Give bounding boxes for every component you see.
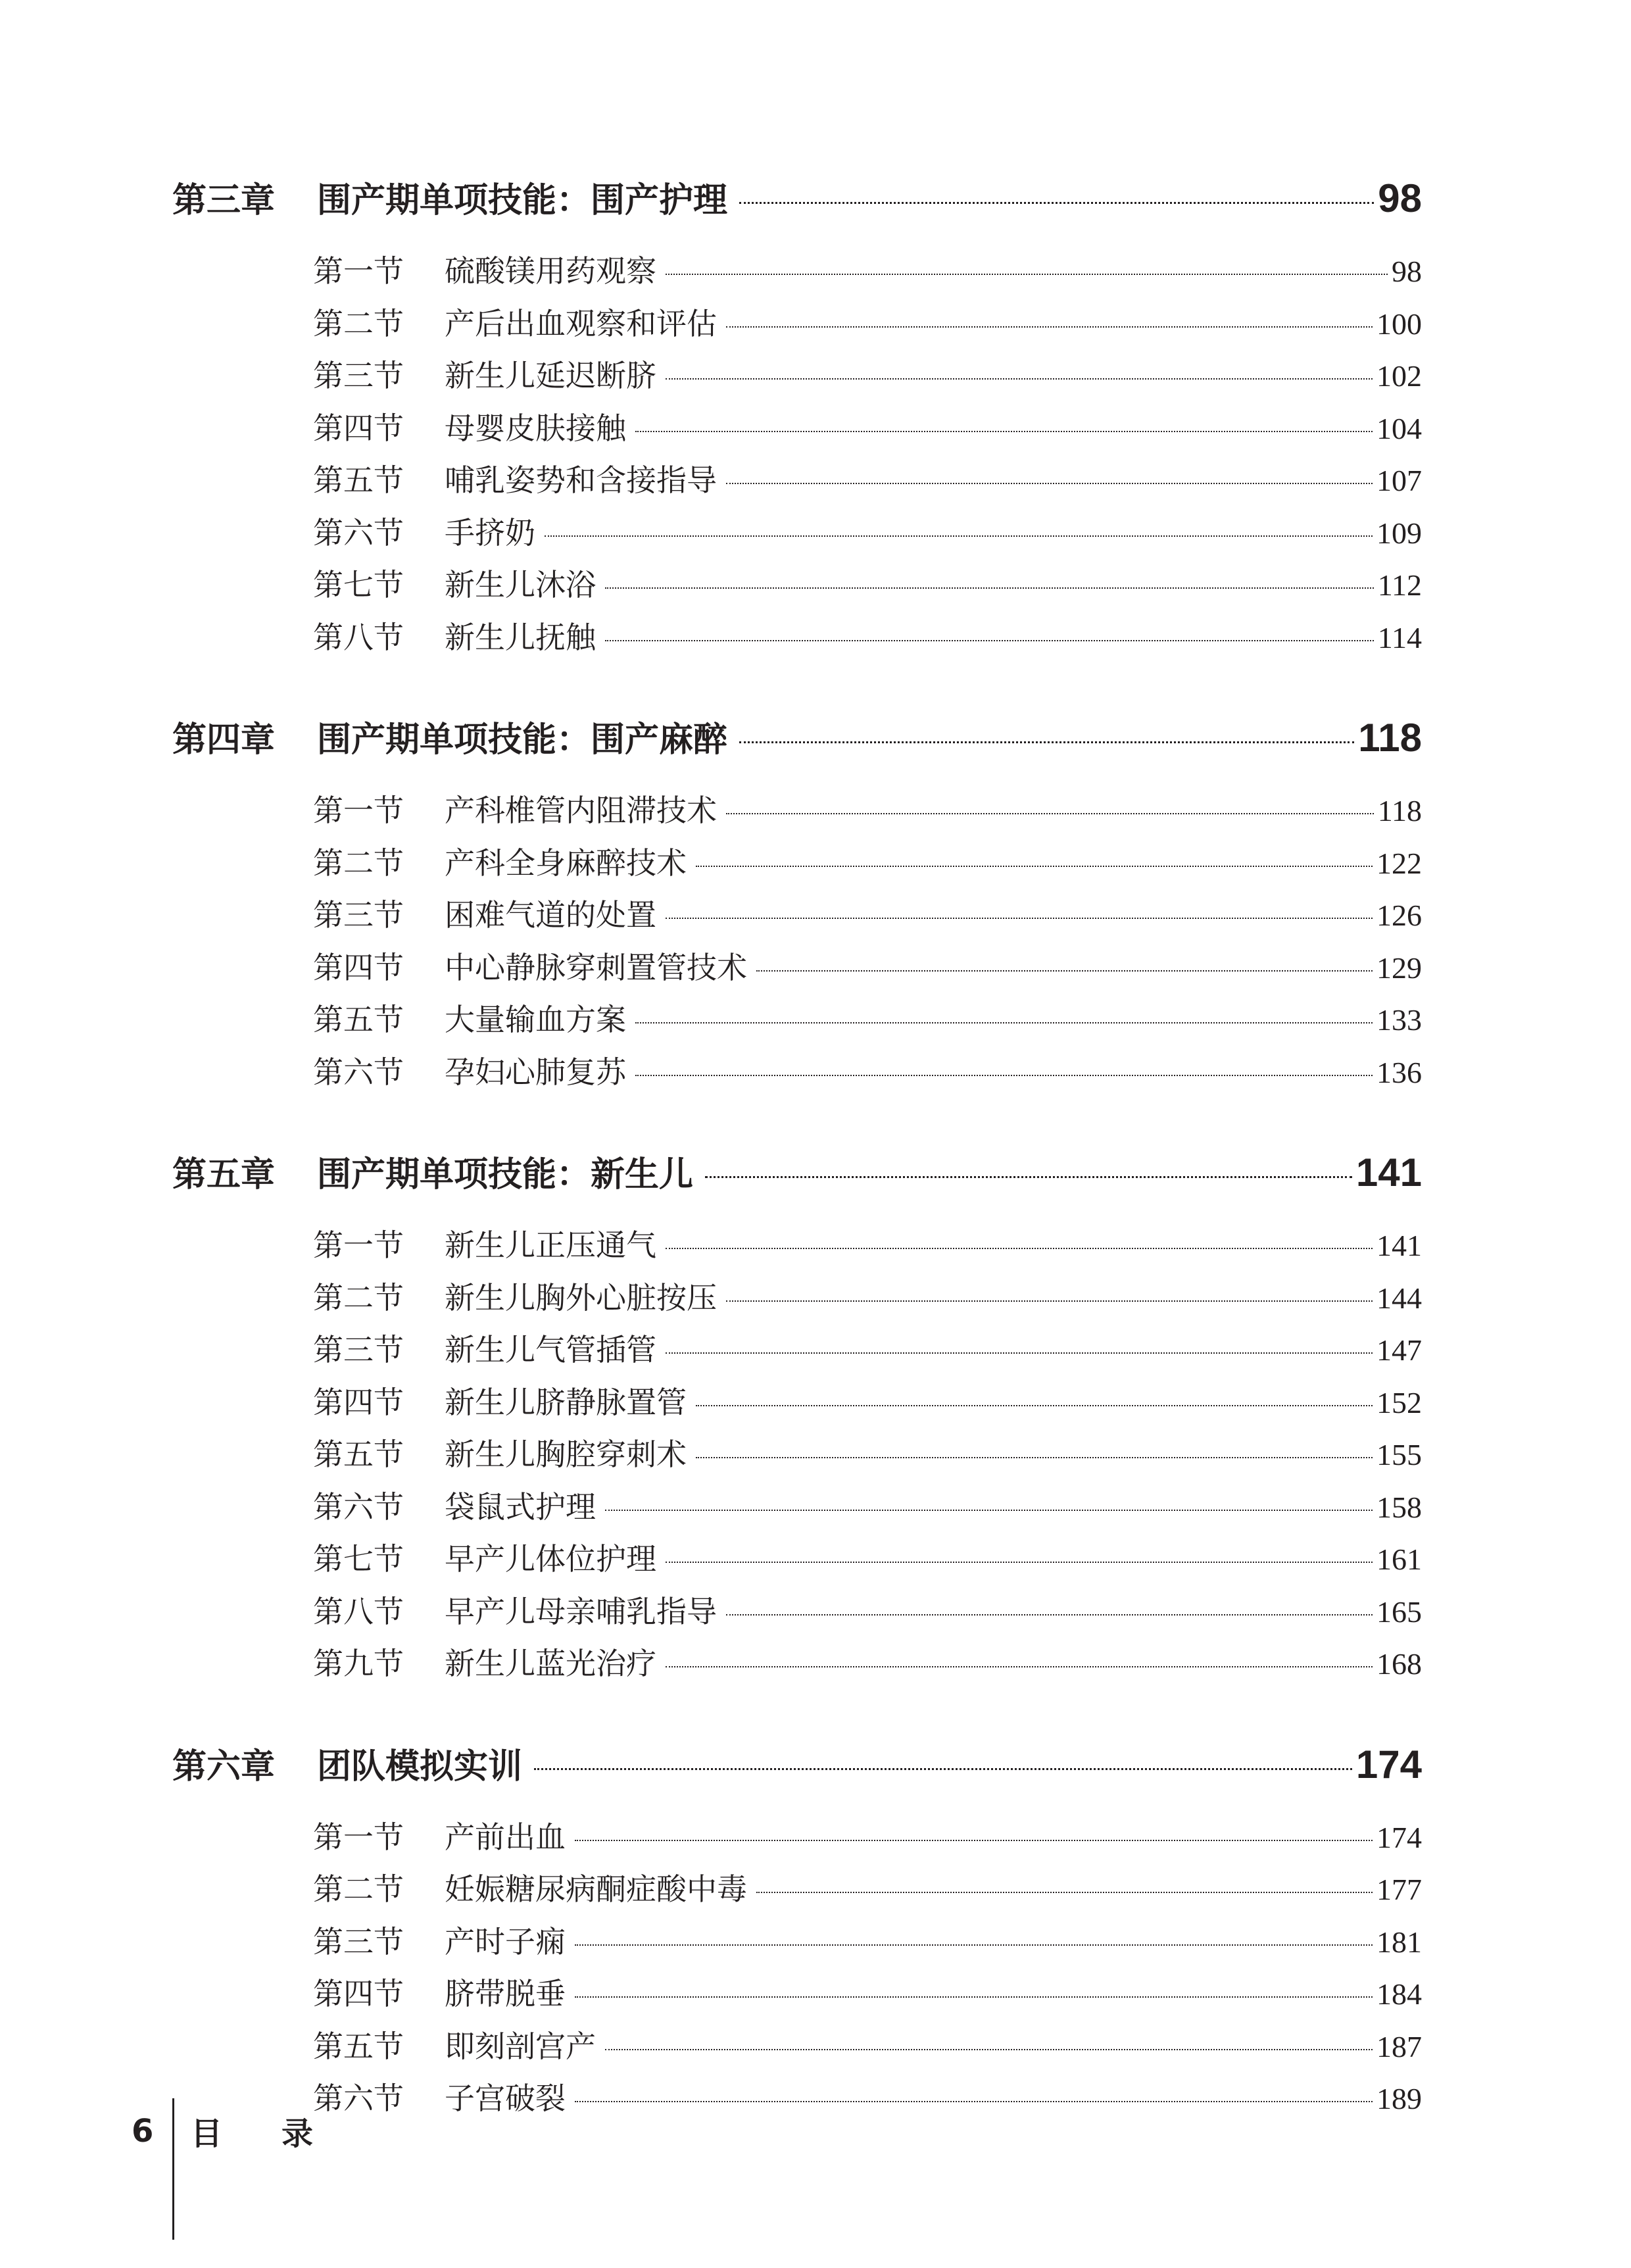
section-number: 第八节 [313, 619, 404, 655]
section-entry[interactable] [172, 891, 1422, 944]
section-title: 大量输血方案 [445, 1002, 626, 1037]
footer-divider [172, 2098, 174, 2240]
section-page-number: 114 [1377, 620, 1422, 654]
dot-leader [605, 2049, 1373, 2050]
section-title: 产科全身麻醉技术 [445, 845, 687, 881]
section-title: 新生儿抚触 [445, 619, 596, 655]
section-page-number: 168 [1376, 1647, 1422, 1681]
section-entry[interactable] [172, 1431, 1422, 1483]
dot-leader [666, 1562, 1373, 1563]
toc-chapter [172, 172, 1422, 666]
section-title: 妊娠糖尿病酮症酸中毒 [445, 1871, 747, 1907]
section-entry[interactable] [172, 1970, 1422, 2023]
dot-leader [739, 202, 1374, 204]
toc-chapter [172, 1738, 1422, 2127]
dot-leader [739, 741, 1354, 743]
section-title: 早产儿母亲哺乳指导 [445, 1593, 717, 1629]
chapter-title: 围产期单项技能：围产麻醉 [317, 720, 728, 760]
section-title: 中心静脉穿刺置管技术 [445, 949, 747, 985]
section-entry[interactable] [172, 456, 1422, 509]
section-page-number: 133 [1376, 1003, 1422, 1037]
section-number: 第三节 [313, 1332, 404, 1368]
dot-leader [696, 866, 1373, 867]
dot-leader [726, 326, 1373, 328]
section-entry[interactable] [172, 1483, 1422, 1536]
dot-leader [756, 970, 1373, 972]
section-number: 第六节 [313, 514, 404, 551]
section-entry[interactable] [172, 1640, 1422, 1692]
section-number: 第四节 [313, 1384, 404, 1420]
page-number: 6 [132, 2113, 154, 2150]
chapter-entry[interactable] [172, 1738, 1422, 1811]
section-page-number: 141 [1376, 1229, 1422, 1262]
section-number: 第五节 [313, 1002, 404, 1037]
section-title: 产时子痫 [445, 1923, 566, 1960]
dot-leader [605, 1510, 1373, 1511]
dot-leader [726, 1614, 1373, 1615]
dot-leader [666, 1248, 1373, 1249]
dot-leader [726, 483, 1373, 484]
section-number: 第七节 [313, 567, 404, 603]
section-number: 第八节 [313, 1593, 404, 1629]
chapter-title: 围产期单项技能：新生儿 [317, 1155, 694, 1195]
section-entry[interactable] [172, 1588, 1422, 1640]
section-page-number: 189 [1376, 2082, 1422, 2115]
section-number: 第二节 [313, 845, 404, 881]
section-number: 第五节 [313, 2028, 404, 2064]
toc-chapter [172, 712, 1422, 1100]
section-title: 产科椎管内阻滞技术 [445, 793, 717, 828]
section-entry[interactable] [172, 1379, 1422, 1431]
section-number: 第三节 [313, 1923, 404, 1960]
section-page-number: 98 [1392, 255, 1422, 288]
section-title: 袋鼠式护理 [445, 1489, 596, 1525]
dot-leader [635, 1022, 1373, 1023]
dot-leader [696, 1457, 1373, 1458]
chapter-number: 第三章 [172, 181, 276, 220]
section-title: 即刻剖宫产 [445, 2028, 596, 2064]
section-number: 第二节 [313, 1871, 404, 1907]
section-page-number: 100 [1376, 307, 1422, 341]
dot-leader [705, 1176, 1352, 1178]
section-number: 第六节 [313, 2081, 404, 2116]
dot-leader [726, 1300, 1373, 1302]
section-number: 第九节 [313, 1646, 404, 1681]
section-title: 产后出血观察和评估 [445, 305, 717, 341]
dot-leader [635, 1075, 1373, 1076]
section-number: 第六节 [313, 1054, 404, 1090]
section-title: 硫酸镁用药观察 [445, 253, 656, 289]
section-title: 新生儿胸外心脏按压 [445, 1279, 717, 1316]
section-title: 手挤奶 [445, 514, 535, 551]
section-entry[interactable] [172, 839, 1422, 892]
section-number: 第一节 [313, 1819, 404, 1855]
section-number: 第四节 [313, 949, 404, 985]
dot-leader [666, 918, 1373, 919]
section-entry[interactable] [172, 300, 1422, 353]
section-entry[interactable] [172, 561, 1422, 614]
section-number: 第五节 [313, 1437, 404, 1472]
section-number: 第三节 [313, 897, 404, 933]
section-number: 第五节 [313, 462, 404, 498]
section-number: 第四节 [313, 1976, 404, 2011]
page-footer [132, 2102, 171, 2161]
section-page-number: 161 [1376, 1542, 1422, 1576]
section-number: 第六节 [313, 1489, 404, 1525]
section-entry[interactable] [172, 944, 1422, 997]
section-page-number: 177 [1376, 1873, 1422, 1906]
dot-leader [575, 2101, 1373, 2102]
section-number: 第二节 [313, 305, 404, 341]
section-page-number: 174 [1376, 1820, 1422, 1854]
chapter-entry[interactable] [172, 712, 1422, 784]
dot-leader [545, 535, 1373, 537]
section-title: 新生儿延迟断脐 [445, 358, 656, 393]
section-page-number: 144 [1376, 1281, 1422, 1315]
section-entry[interactable] [172, 405, 1422, 457]
dot-leader [666, 274, 1388, 275]
section-number: 第二节 [313, 1279, 404, 1316]
section-title: 子宫破裂 [445, 2081, 566, 2116]
dot-leader [696, 1405, 1373, 1406]
section-page-number: 147 [1376, 1333, 1422, 1367]
section-title: 新生儿沐浴 [445, 567, 596, 603]
chapter-page-number: 98 [1378, 176, 1422, 220]
section-page-number: 102 [1376, 359, 1422, 393]
dot-leader [534, 1768, 1352, 1770]
dot-leader [575, 1840, 1373, 1841]
section-entry[interactable] [172, 1326, 1422, 1379]
section-page-number: 129 [1376, 950, 1422, 985]
section-title: 哺乳姿势和含接指导 [445, 462, 717, 498]
section-number: 第一节 [313, 1227, 404, 1263]
section-title: 早产儿体位护理 [445, 1541, 656, 1577]
section-title: 困难气道的处置 [445, 897, 656, 933]
section-page-number: 181 [1376, 1925, 1422, 1959]
section-entry[interactable] [172, 1274, 1422, 1327]
section-page-number: 187 [1376, 2029, 1422, 2063]
dot-leader [666, 1666, 1373, 1667]
chapter-entry[interactable] [172, 1146, 1422, 1219]
section-number: 第三节 [313, 358, 404, 393]
dot-leader [605, 640, 1374, 641]
section-number: 第一节 [313, 793, 404, 828]
section-entry[interactable] [172, 1918, 1422, 1971]
chapter-page-number: 118 [1358, 716, 1422, 760]
section-title: 新生儿蓝光治疗 [445, 1646, 656, 1681]
section-entry[interactable] [172, 1048, 1422, 1101]
dot-leader [635, 431, 1373, 432]
section-entry[interactable] [172, 614, 1422, 666]
dot-leader [666, 378, 1373, 380]
chapter-title: 围产期单项技能：围产护理 [317, 181, 728, 220]
section-entry[interactable] [172, 1813, 1422, 1866]
section-number: 第四节 [313, 410, 404, 446]
table-of-contents [172, 172, 1422, 2173]
section-page-number: 118 [1377, 794, 1422, 827]
chapter-number: 第六章 [172, 1746, 276, 1787]
section-entry[interactable] [172, 787, 1422, 839]
section-entry[interactable] [172, 1221, 1422, 1274]
dot-leader [575, 1996, 1373, 1998]
dot-leader [756, 1892, 1373, 1893]
section-page-number: 155 [1376, 1438, 1422, 1471]
section-entry[interactable] [172, 2023, 1422, 2075]
section-number: 第一节 [313, 253, 404, 289]
dot-leader [666, 1352, 1373, 1354]
section-title: 母婴皮肤接触 [445, 410, 626, 446]
section-entry[interactable] [172, 509, 1422, 562]
section-page-number: 122 [1376, 846, 1422, 880]
dot-leader [605, 587, 1374, 589]
section-page-number: 104 [1376, 411, 1422, 445]
section-entry[interactable] [172, 352, 1422, 405]
section-title: 新生儿正压通气 [445, 1227, 656, 1263]
section-page-number: 112 [1377, 568, 1422, 602]
section-page-number: 165 [1376, 1594, 1422, 1629]
footer-label: 目录 [191, 2115, 373, 2152]
section-page-number: 136 [1376, 1055, 1422, 1089]
section-page-number: 107 [1376, 464, 1422, 497]
section-entry[interactable] [172, 247, 1422, 300]
dot-leader [726, 813, 1374, 814]
section-title: 产前出血 [445, 1819, 566, 1855]
section-page-number: 126 [1376, 899, 1422, 932]
section-page-number: 184 [1376, 1977, 1422, 2011]
section-page-number: 152 [1376, 1385, 1422, 1419]
dot-leader [575, 1944, 1373, 1946]
chapter-page-number: 141 [1355, 1150, 1422, 1195]
chapter-entry[interactable] [172, 172, 1422, 245]
toc-chapter [172, 1146, 1422, 1692]
section-entry[interactable] [172, 996, 1422, 1048]
section-number: 第七节 [313, 1541, 404, 1577]
section-page-number: 158 [1376, 1490, 1422, 1524]
chapter-title: 团队模拟实训 [317, 1746, 523, 1787]
section-entry[interactable] [172, 1535, 1422, 1588]
section-title: 孕妇心肺复苏 [445, 1054, 626, 1090]
section-page-number: 109 [1376, 516, 1422, 550]
section-title: 新生儿气管插管 [445, 1332, 656, 1368]
chapter-number: 第四章 [172, 720, 276, 760]
section-title: 脐带脱垂 [445, 1976, 566, 2011]
chapter-number: 第五章 [172, 1155, 276, 1195]
chapter-page-number: 174 [1355, 1742, 1422, 1787]
section-title: 新生儿脐静脉置管 [445, 1384, 687, 1420]
section-title: 新生儿胸腔穿刺术 [445, 1437, 687, 1472]
section-entry[interactable] [172, 1865, 1422, 1918]
